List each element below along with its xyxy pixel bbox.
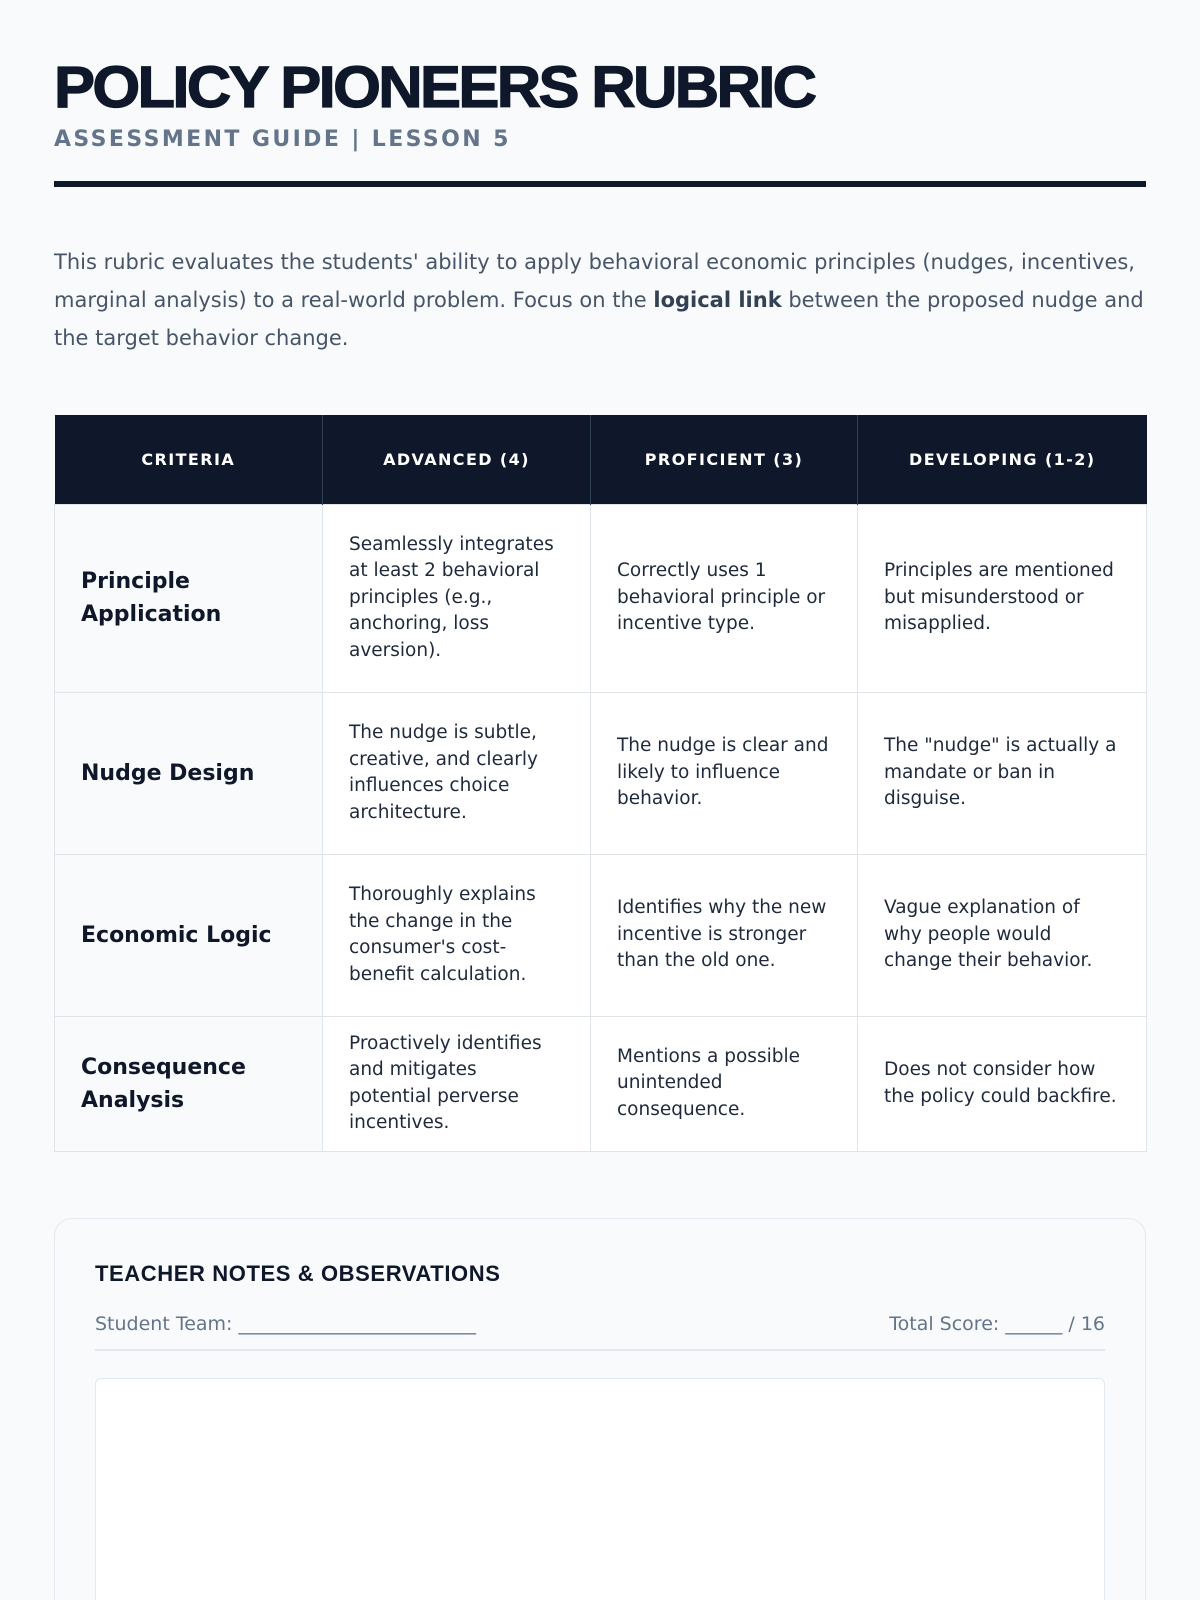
rubric-header-row (55, 415, 1147, 504)
page-subtitle: ASSESSMENT GUIDE | LESSON 5 (54, 127, 511, 152)
header-divider (54, 181, 1146, 187)
total-score-field[interactable]: Total Score: ______ / 16 (889, 1313, 1105, 1335)
proficient-cell: Mentions a possible unintended consequence. (591, 1016, 858, 1151)
rubric-table (54, 415, 1147, 1152)
proficient-cell: Correctly uses 1 behavioral principle or incentive type. (591, 504, 858, 692)
header-proficient: PROFICIENT (3) (591, 415, 858, 504)
table-row (55, 504, 1147, 692)
developing-cell: Does not consider how the policy could backfire. (858, 1016, 1147, 1151)
intro-text-after: between the proposed nudge and the target behavior change. (54, 288, 1144, 350)
intro-text-before: This rubric evaluates the students' ability to apply behavioral economic principles (nudges, incentives, marginal analysis) to a real-world problem. Focus on the (54, 250, 1135, 312)
page-title: POLICY PIONEERS RUBRIC (54, 55, 815, 120)
advanced-cell: Seamlessly integrates at least 2 behavioral principles (e.g., anchoring, loss aversion). (323, 504, 591, 692)
developing-cell: The "nudge" is actually a mandate or ban in disguise. (858, 692, 1147, 854)
advanced-cell: Proactively identifies and mitigates potential perverse incentives. (323, 1016, 591, 1151)
notes-writing-area[interactable] (95, 1378, 1105, 1600)
criteria-cell: Economic Logic (55, 854, 323, 1016)
criteria-cell: Nudge Design (55, 692, 323, 854)
developing-cell: Vague explanation of why people would change their behavior. (858, 854, 1147, 1016)
table-row (55, 692, 1147, 854)
criteria-cell: Consequence Analysis (55, 1016, 323, 1151)
table-row (55, 854, 1147, 1016)
notes-title: TEACHER NOTES & OBSERVATIONS (95, 1261, 501, 1286)
teacher-notes-panel (54, 1218, 1146, 1600)
advanced-cell: Thoroughly explains the change in the consumer's cost-benefit calculation. (323, 854, 591, 1016)
developing-cell: Principles are mentioned but misunderstood or misapplied. (858, 504, 1147, 692)
intro-paragraph (54, 243, 1146, 357)
table-row (55, 1016, 1147, 1151)
header-developing: DEVELOPING (1-2) (858, 415, 1147, 504)
student-team-field[interactable]: Student Team: _________________________ (95, 1313, 476, 1335)
advanced-cell: The nudge is subtle, creative, and clearly influences choice architecture. (323, 692, 591, 854)
criteria-cell: Principle Application (55, 504, 323, 692)
header-advanced: ADVANCED (4) (323, 415, 591, 504)
notes-meta-row (95, 1313, 1105, 1351)
intro-emphasis: logical link (653, 288, 782, 312)
header-criteria: CRITERIA (55, 415, 323, 504)
proficient-cell: Identifies why the new incentive is stronger than the old one. (591, 854, 858, 1016)
proficient-cell: The nudge is clear and likely to influence behavior. (591, 692, 858, 854)
